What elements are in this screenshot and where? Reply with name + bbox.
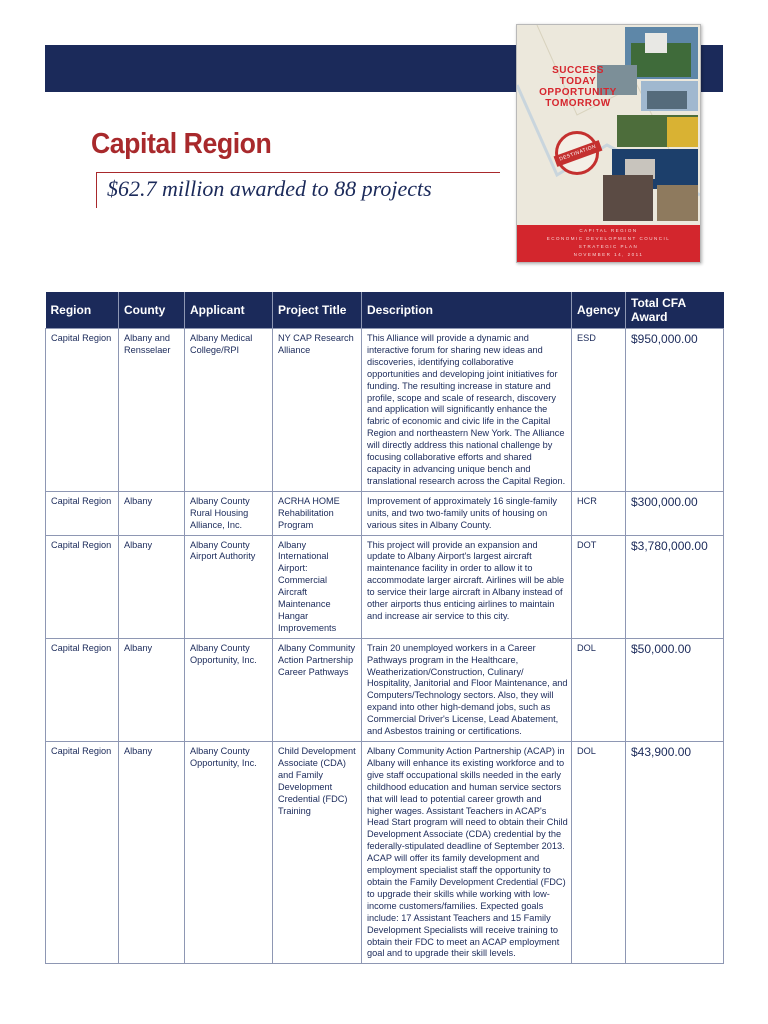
- cover-title: [523, 65, 633, 109]
- cell-agency: HCR: [572, 491, 626, 535]
- column-header-region: Region: [46, 292, 119, 329]
- cell-project-title: ACRHA HOME Rehabilitation Program: [273, 491, 362, 535]
- cell-description: Train 20 unemployed workers in a Career Pathways program in the Healthcare, Weatherization/Construction, Culinary/ Hospitality, Janitorial and Floor Maintenance, and Computers/Technology sectors. Also, they will expand into other high-demand jobs, such as Commercial Driver's License, Lead Abatement, and Asbestos training or certifications.: [362, 638, 572, 741]
- cell-region: Capital Region: [46, 535, 119, 638]
- column-header-description: Description: [362, 292, 572, 329]
- cell-award: $50,000.00: [626, 638, 724, 741]
- cell-county: Albany: [119, 491, 185, 535]
- cell-region: Capital Region: [46, 742, 119, 964]
- column-header-applicant: Applicant: [185, 292, 273, 329]
- seal-text: DESTINATION: [554, 140, 603, 167]
- cell-county: Albany and Rensselaer: [119, 329, 185, 492]
- cell-agency: DOT: [572, 535, 626, 638]
- cover-title-line: OPPORTUNITY: [539, 87, 617, 98]
- column-header-project-title: Project Title: [273, 292, 362, 329]
- cell-applicant: Albany County Airport Authority: [185, 535, 273, 638]
- awards-table: [45, 292, 724, 964]
- cell-agency: DOL: [572, 638, 626, 741]
- cell-region: Capital Region: [46, 491, 119, 535]
- subtitle-rule: [96, 172, 500, 173]
- cell-award: $300,000.00: [626, 491, 724, 535]
- cell-description: Improvement of approximately 16 single-family units, and two two-family units of housing on various sites in Albany County.: [362, 491, 572, 535]
- table-row: [46, 638, 724, 741]
- cell-county: Albany: [119, 742, 185, 964]
- cell-description: This project will provide an expansion and update to Albany Airport's largest aircraft maintenance facility in order to allow it to accommodate larger aircraft. Airlines will be able to service their large aircraft in Albany instead of other airports thus enticing airlines to maintain and increase air service to this city.: [362, 535, 572, 638]
- cover-photo-collage: [517, 25, 700, 225]
- subtitle-rule: [96, 172, 97, 208]
- cell-description: Albany Community Action Partnership (ACAP) in Albany will enhance its existing workforce and to give staff occupational skills needed in the early childhood education and human service sectors that will lead to potential career growth and higher wages. Assistant Teachers in ACAP's Head Start program will need to obtain their Child Development Associate (CDA) credential by the federally-stipulated deadline of September 2013. ACAP will offer its family development and employment specialist staff the opportunity to obtain the Family Development Credential (FDC) to upgrade their skills while working with low-income customers/families. Expected goals include: 17 Assistant Teachers and 15 Family Development Specialists will receive training to obtain their FDC to meet an ACAP employment goal and to upgrade their skill levels.: [362, 742, 572, 964]
- cell-agency: ESD: [572, 329, 626, 492]
- destination-seal: [555, 131, 599, 175]
- cell-county: Albany: [119, 535, 185, 638]
- strategic-plan-cover: [516, 24, 701, 263]
- cell-project-title: NY CAP Research Alliance: [273, 329, 362, 492]
- cell-region: Capital Region: [46, 329, 119, 492]
- cell-applicant: Albany Medical College/RPI: [185, 329, 273, 492]
- cell-project-title: Albany Community Action Partnership Career Pathways: [273, 638, 362, 741]
- column-header-agency: Agency: [572, 292, 626, 329]
- cell-project-title: Child Development Associate (CDA) and Family Development Credential (FDC) Training: [273, 742, 362, 964]
- cover-footer-line: NOVEMBER 14, 2011: [573, 252, 644, 257]
- cell-applicant: Albany County Rural Housing Alliance, Inc.: [185, 491, 273, 535]
- cell-applicant: Albany County Opportunity, Inc.: [185, 742, 273, 964]
- table-header-row: [46, 292, 724, 329]
- table-row: [46, 535, 724, 638]
- table-row: [46, 742, 724, 964]
- cover-title-line: SUCCESS: [552, 65, 604, 76]
- cover-footer: [517, 225, 700, 262]
- column-header-county: County: [119, 292, 185, 329]
- cover-title-line: TOMORROW: [545, 98, 611, 109]
- table-row: [46, 491, 724, 535]
- cover-title-line: TODAY: [559, 76, 597, 87]
- cell-award: $43,900.00: [626, 742, 724, 964]
- cell-agency: DOL: [572, 742, 626, 964]
- cell-region: Capital Region: [46, 638, 119, 741]
- cover-footer-line: CAPITAL REGION: [579, 228, 638, 233]
- cell-description: This Alliance will provide a dynamic and interactive forum for sharing new ideas and discoveries, identifying collaborative opportunities and developing joint initiatives for funding. The resulting increase in stature and profile, scope and scale of research, discovery and application will significantly enhance the fabric of economic and civic life in the Capital Region and northeastern New York. The Alliance will directly address this national challenge by focusing collaborative efforts and shared capacity in advancing unique bench and translational research across the Capital Region.: [362, 329, 572, 492]
- table-row: [46, 329, 724, 492]
- page-subtitle: $62.7 million awarded to 88 projects: [107, 176, 432, 201]
- cell-project-title: Albany International Airport: Commercial Aircraft Maintenance Hangar Improvements: [273, 535, 362, 638]
- cell-award: $950,000.00: [626, 329, 724, 492]
- cell-award: $3,780,000.00: [626, 535, 724, 638]
- cover-footer-line: STRATEGIC PLAN: [578, 244, 639, 249]
- column-header-award: Total CFA Award: [626, 292, 724, 329]
- cell-county: Albany: [119, 638, 185, 741]
- cell-applicant: Albany County Opportunity, Inc.: [185, 638, 273, 741]
- page-title: Capital Region: [91, 128, 272, 160]
- cover-footer-line: ECONOMIC DEVELOPMENT COUNCIL: [546, 236, 671, 241]
